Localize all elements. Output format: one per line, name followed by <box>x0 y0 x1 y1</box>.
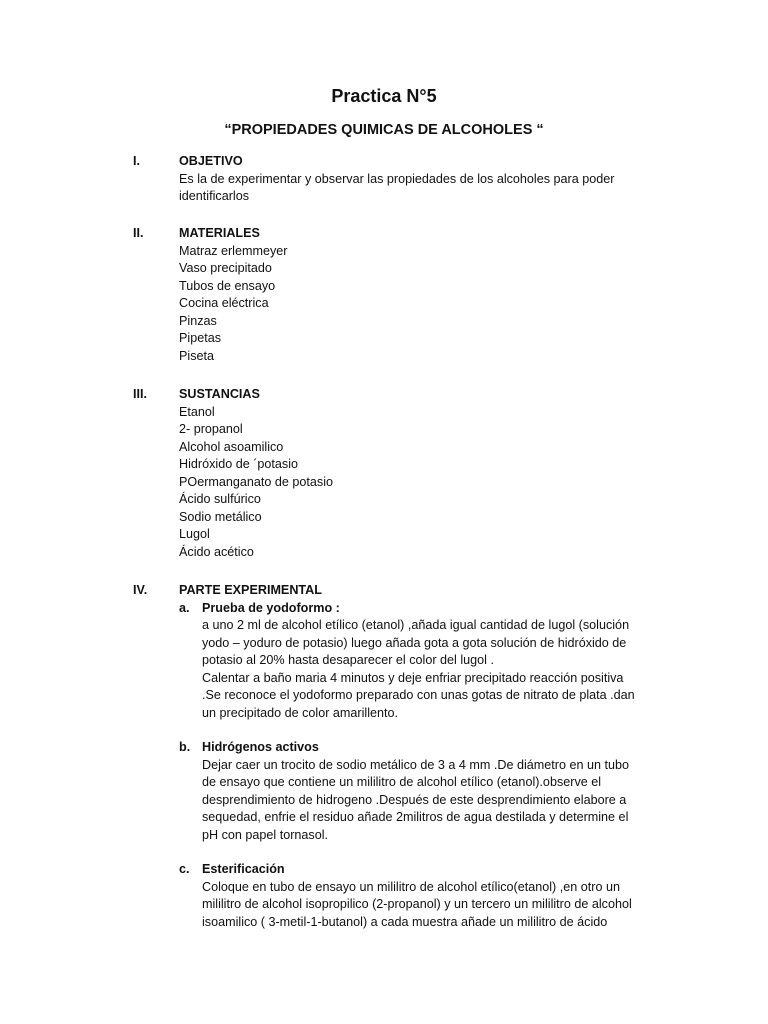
list-item: Lugol <box>179 527 210 541</box>
text-line: sequedad, enfrie el residuo añade 2militros de agua destilada y determine el <box>202 810 629 824</box>
list-item: Ácido acético <box>179 544 254 559</box>
document-subtitle: “PROPIEDADES QUIMICAS DE ALCOHOLES “ <box>224 122 544 138</box>
text-line: isoamilico ( 3-metil-1-butanol) a cada muestra añade un mililitro de ácido <box>202 914 608 929</box>
list-item: Matraz erlemmeyer <box>179 243 288 258</box>
text-line: Calentar a baño maria 4 minutos y deje enfriar precipitado reacción positiva <box>202 670 624 685</box>
list-item: Cocina eléctrica <box>179 296 269 310</box>
text-line: .Se reconoce el yodoformo preparado con unas gotas de nitrato de plata .dan <box>202 688 635 702</box>
section-number: II. <box>133 226 144 240</box>
subsection-letter: c. <box>179 862 190 876</box>
section-number: IV. <box>133 583 148 597</box>
subsection-esterificacion <box>179 861 693 931</box>
text-line: pH con papel tornasol. <box>202 827 329 842</box>
section-heading: SUSTANCIAS <box>179 387 260 401</box>
text-line: potasio al 20% hasta desaparecer el color del lugol . <box>202 653 494 667</box>
text-line: mililitro de alcohol isopropilico (2-propanol) y un tercero un mililitro de alcohol <box>202 897 632 911</box>
subsection-letter: a. <box>179 600 190 615</box>
list-item: Alcohol asoamilico <box>179 439 284 454</box>
text-line: a uno 2 ml de alcohol etílico (etanol) ,añada igual cantidad de lugol (solución <box>202 618 630 632</box>
list-item: Pinzas <box>179 313 217 328</box>
text-line: identificarlos <box>179 189 249 203</box>
section-materiales <box>133 225 693 365</box>
section-sustancias <box>133 386 693 561</box>
section-heading: OBJETIVO <box>179 154 243 168</box>
section-heading: MATERIALES <box>179 226 260 240</box>
list-item: Vaso precipitado <box>179 261 272 275</box>
section-heading: PARTE EXPERIMENTAL <box>179 583 322 597</box>
section-number: III. <box>133 387 147 401</box>
text-line: Dejar caer un trocito de sodio metálico de 3 a 4 mm .De diámetro en un tubo <box>202 757 630 772</box>
section-parte-experimental <box>133 582 693 931</box>
subsection-yodoformo <box>179 600 693 723</box>
section-number: I. <box>133 154 140 168</box>
text-line: un precipitado de color amarillento. <box>202 705 399 720</box>
subsection-heading: Esterificación <box>202 862 285 876</box>
text-line: desprendimiento de hidrogeno .Después de este desprendimiento elabore a <box>202 792 627 807</box>
list-item: Tubos de ensayo <box>179 278 276 293</box>
text-line: yodo – yoduro de potasio) luego añada gota a gota solución de hidróxido de <box>202 635 627 650</box>
subsection-heading: Hidrógenos activos <box>202 740 319 754</box>
list-item: 2- propanol <box>179 422 243 436</box>
list-item: Hidróxido de ´potasio <box>179 457 299 471</box>
text-line: Es la de experimentar y observar las propiedades de los alcoholes para poder <box>179 171 615 186</box>
list-item: Ácido sulfúrico <box>179 492 261 506</box>
text-line: de ensayo que contiene un mililitro de alcohol etílico (etanol).observe el <box>202 775 602 789</box>
list-item: Etanol <box>179 404 215 419</box>
document-title: Practica N°5 <box>331 86 437 106</box>
subsection-heading: Prueba de yodoformo : <box>202 600 340 615</box>
section-objetivo <box>133 153 693 206</box>
subsection-letter: b. <box>179 740 191 754</box>
subsection-hidrogenos <box>179 739 693 844</box>
list-item: POermanganato de potasio <box>179 474 334 489</box>
text-line: Coloque en tubo de ensayo un mililitro de alcohol etílico(etanol) ,en otro un <box>202 879 620 894</box>
list-item: Sodio metálico <box>179 509 262 524</box>
list-item: Piseta <box>179 348 215 363</box>
list-item: Pipetas <box>179 331 222 345</box>
